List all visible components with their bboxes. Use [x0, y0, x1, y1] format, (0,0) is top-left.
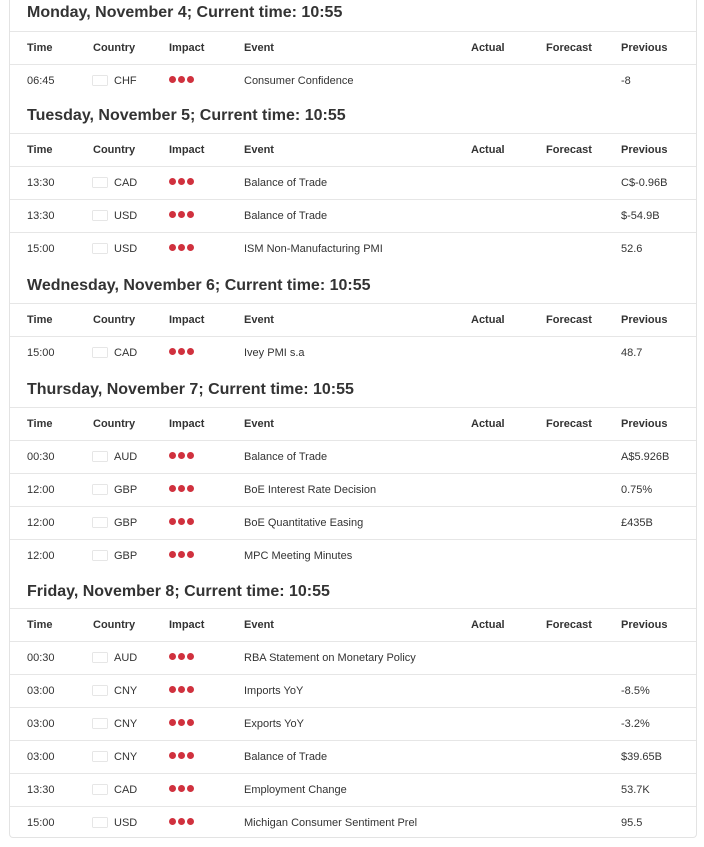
- impact-indicator: [169, 167, 196, 199]
- ca-flag-icon: [93, 785, 107, 794]
- column-header-actual[interactable]: Actual: [471, 144, 505, 156]
- day-title: Tuesday, November 5; Current time: 10:55: [27, 107, 346, 124]
- impact-dots: [169, 473, 196, 505]
- impact-dot-icon: [187, 686, 194, 693]
- impact-dot-icon: [187, 211, 194, 218]
- impact-dot-icon: [187, 76, 194, 83]
- event-time: 06:45: [27, 75, 55, 87]
- event-country: [93, 167, 137, 199]
- gb-flag-icon: [93, 485, 107, 494]
- event-previous: -8: [621, 75, 631, 87]
- impact-dots: [169, 674, 196, 706]
- impact-dot-icon: [178, 452, 185, 459]
- impact-dots: [169, 199, 196, 231]
- event-name[interactable]: Exports YoY: [244, 718, 304, 730]
- country-code: CNY: [114, 685, 138, 698]
- event-previous: 0.75%: [621, 484, 653, 496]
- impact-dot-icon: [169, 752, 176, 759]
- column-header-previous[interactable]: Previous: [621, 42, 668, 54]
- impact-dots: [169, 166, 196, 198]
- impact-dots: [169, 506, 196, 538]
- impact-dot-icon: [178, 818, 185, 825]
- au-flag-icon: [93, 653, 107, 662]
- event-previous: -3.2%: [621, 718, 650, 730]
- impact-dot-icon: [169, 76, 176, 83]
- day-title: Monday, November 4; Current time: 10:55: [27, 4, 343, 21]
- column-header-time[interactable]: Time: [27, 314, 53, 326]
- impact-dot-icon: [178, 76, 185, 83]
- impact-dots: [169, 539, 196, 571]
- impact-dot-icon: [178, 785, 185, 792]
- event-name[interactable]: Ivey PMI s.a: [244, 347, 305, 359]
- impact-dot-icon: [169, 211, 176, 218]
- impact-dot-icon: [187, 348, 194, 355]
- impact-dot-icon: [178, 686, 185, 693]
- cn-flag-icon: [93, 686, 107, 695]
- impact-indicator: [169, 507, 196, 539]
- column-header-event[interactable]: Event: [244, 42, 274, 54]
- table-row[interactable]: [10, 740, 696, 773]
- column-header-actual[interactable]: Actual: [471, 314, 505, 326]
- impact-dot-icon: [178, 178, 185, 185]
- cn-flag-icon: [93, 752, 107, 761]
- impact-dots: [169, 707, 196, 739]
- impact-dot-icon: [187, 244, 194, 251]
- impact-dot-icon: [187, 452, 194, 459]
- column-header-previous[interactable]: Previous: [621, 144, 668, 156]
- impact-indicator: [169, 675, 196, 707]
- country-code: CAD: [114, 177, 138, 190]
- country-code: USD: [114, 210, 138, 223]
- impact-dot-icon: [187, 752, 194, 759]
- impact-dots: [169, 740, 196, 772]
- column-header-impact[interactable]: Impact: [169, 42, 205, 54]
- column-header-impact[interactable]: Impact: [169, 314, 205, 326]
- impact-dots: [169, 440, 196, 472]
- event-country: [93, 675, 137, 707]
- us-flag-icon: [93, 211, 107, 220]
- table-header-row: [10, 407, 696, 440]
- impact-dot-icon: [169, 719, 176, 726]
- impact-dot-icon: [178, 653, 185, 660]
- event-name[interactable]: BoE Interest Rate Decision: [244, 484, 377, 496]
- table-header-row: [10, 303, 696, 336]
- table-row[interactable]: [10, 707, 696, 740]
- impact-dot-icon: [169, 178, 176, 185]
- event-name[interactable]: RBA Statement on Monetary Policy: [244, 652, 416, 664]
- impact-indicator: [169, 474, 196, 506]
- event-time: 03:00: [27, 685, 55, 697]
- country-code: CAD: [114, 347, 138, 360]
- event-name[interactable]: BoE Quantitative Easing: [244, 517, 364, 529]
- impact-indicator: [169, 642, 196, 674]
- day-title: Thursday, November 7; Current time: 10:55: [27, 381, 354, 398]
- impact-dot-icon: [178, 244, 185, 251]
- impact-dots: [169, 773, 196, 805]
- impact-dot-icon: [178, 752, 185, 759]
- event-name[interactable]: Balance of Trade: [244, 751, 328, 763]
- event-country: [93, 708, 137, 740]
- impact-dot-icon: [187, 518, 194, 525]
- column-header-time[interactable]: Time: [27, 144, 53, 156]
- column-header-country[interactable]: Country: [93, 418, 136, 430]
- event-time: 13:30: [27, 177, 55, 189]
- impact-dot-icon: [169, 653, 176, 660]
- country-code: GBP: [114, 484, 138, 497]
- column-header-actual[interactable]: Actual: [471, 619, 505, 631]
- event-country: [93, 741, 137, 773]
- event-name[interactable]: Imports YoY: [244, 685, 304, 697]
- table-row[interactable]: [10, 232, 696, 265]
- column-header-previous[interactable]: Previous: [621, 314, 668, 326]
- impact-dot-icon: [169, 452, 176, 459]
- table-row[interactable]: [10, 641, 696, 674]
- impact-indicator: [169, 441, 196, 473]
- column-header-previous[interactable]: Previous: [621, 418, 668, 430]
- column-header-event[interactable]: Event: [244, 418, 274, 430]
- impact-dots: [169, 64, 196, 96]
- impact-dot-icon: [169, 244, 176, 251]
- impact-dot-icon: [187, 818, 194, 825]
- impact-dot-icon: [169, 348, 176, 355]
- table-row[interactable]: [10, 806, 696, 839]
- day-title: Wednesday, November 6; Current time: 10:55: [27, 277, 371, 294]
- event-time: 13:30: [27, 784, 55, 796]
- event-country: [93, 200, 137, 232]
- impact-indicator: [169, 708, 196, 740]
- impact-dots: [169, 641, 196, 673]
- impact-dot-icon: [169, 551, 176, 558]
- country-code: GBP: [114, 550, 138, 563]
- impact-dot-icon: [169, 485, 176, 492]
- table-row[interactable]: [10, 166, 696, 199]
- column-header-country[interactable]: Country: [93, 42, 136, 54]
- impact-dot-icon: [187, 785, 194, 792]
- event-time: 15:00: [27, 817, 55, 829]
- event-country: [93, 337, 137, 369]
- table-row[interactable]: [10, 473, 696, 506]
- event-time: 03:00: [27, 751, 55, 763]
- ch-flag-icon: [93, 76, 107, 85]
- impact-dot-icon: [169, 686, 176, 693]
- table-header-row: [10, 31, 696, 64]
- impact-indicator: [169, 233, 196, 265]
- column-header-impact[interactable]: Impact: [169, 144, 205, 156]
- country-code: AUD: [114, 451, 138, 464]
- table-header-row: [10, 133, 696, 166]
- impact-dot-icon: [187, 653, 194, 660]
- event-name[interactable]: ISM Non-Manufacturing PMI: [244, 243, 383, 255]
- impact-dot-icon: [169, 785, 176, 792]
- ca-flag-icon: [93, 178, 107, 187]
- gb-flag-icon: [93, 518, 107, 527]
- event-country: [93, 233, 137, 265]
- impact-dots: [169, 336, 196, 368]
- table-row[interactable]: [10, 539, 696, 572]
- us-flag-icon: [93, 244, 107, 253]
- impact-indicator: [169, 540, 196, 572]
- event-name[interactable]: Balance of Trade: [244, 210, 328, 222]
- column-header-country[interactable]: Country: [93, 144, 136, 156]
- column-header-country[interactable]: Country: [93, 314, 136, 326]
- impact-dot-icon: [187, 178, 194, 185]
- event-country: [93, 540, 137, 572]
- event-time: 12:00: [27, 517, 55, 529]
- impact-dot-icon: [169, 518, 176, 525]
- impact-dot-icon: [178, 518, 185, 525]
- event-time: 12:00: [27, 550, 55, 562]
- event-country: [93, 507, 137, 539]
- impact-dot-icon: [178, 551, 185, 558]
- event-previous: $-54.9B: [621, 210, 660, 222]
- event-name[interactable]: Consumer Confidence: [244, 75, 354, 87]
- table-row[interactable]: [10, 440, 696, 473]
- event-previous: 52.6: [621, 243, 643, 255]
- table-row[interactable]: [10, 674, 696, 707]
- column-header-previous[interactable]: Previous: [621, 619, 668, 631]
- country-code: USD: [114, 817, 138, 830]
- column-header-time[interactable]: Time: [27, 418, 53, 430]
- impact-dot-icon: [187, 719, 194, 726]
- event-previous: 48.7: [621, 347, 643, 359]
- gb-flag-icon: [93, 551, 107, 560]
- impact-indicator: [169, 200, 196, 232]
- country-code: CNY: [114, 718, 138, 731]
- table-row[interactable]: [10, 199, 696, 232]
- table-header-row: [10, 608, 696, 641]
- event-name[interactable]: Employment Change: [244, 784, 347, 796]
- column-header-event[interactable]: Event: [244, 619, 274, 631]
- column-header-impact[interactable]: Impact: [169, 619, 205, 631]
- event-time: 15:00: [27, 347, 55, 359]
- ca-flag-icon: [93, 348, 107, 357]
- impact-dot-icon: [187, 551, 194, 558]
- table-row[interactable]: [10, 336, 696, 369]
- country-code: CAD: [114, 784, 138, 797]
- column-header-time[interactable]: Time: [27, 619, 53, 631]
- event-country: [93, 774, 137, 806]
- event-name[interactable]: Balance of Trade: [244, 451, 328, 463]
- event-country: [93, 642, 137, 674]
- event-time: 13:30: [27, 210, 55, 222]
- column-header-forecast[interactable]: Forecast: [546, 314, 592, 326]
- event-time: 00:30: [27, 451, 55, 463]
- event-previous: $39.65B: [621, 751, 662, 763]
- table-row[interactable]: [10, 773, 696, 806]
- event-name[interactable]: Michigan Consumer Sentiment Prel: [244, 817, 418, 829]
- country-code: GBP: [114, 517, 138, 530]
- event-time: 00:30: [27, 652, 55, 664]
- impact-indicator: [169, 807, 196, 839]
- column-header-actual[interactable]: Actual: [471, 42, 505, 54]
- impact-dot-icon: [178, 719, 185, 726]
- event-name[interactable]: MPC Meeting Minutes: [244, 550, 353, 562]
- impact-dot-icon: [178, 485, 185, 492]
- column-header-forecast[interactable]: Forecast: [546, 42, 592, 54]
- event-country: [93, 807, 137, 839]
- country-code: CHF: [114, 75, 137, 88]
- impact-dot-icon: [178, 211, 185, 218]
- cn-flag-icon: [93, 719, 107, 728]
- country-code: CNY: [114, 751, 138, 764]
- au-flag-icon: [93, 452, 107, 461]
- impact-dot-icon: [178, 348, 185, 355]
- us-flag-icon: [93, 818, 107, 827]
- table-row[interactable]: [10, 64, 696, 97]
- impact-indicator: [169, 774, 196, 806]
- day-title: Friday, November 8; Current time: 10:55: [27, 583, 330, 600]
- event-previous: 53.7K: [621, 784, 650, 796]
- impact-indicator: [169, 65, 196, 97]
- column-header-forecast[interactable]: Forecast: [546, 418, 592, 430]
- impact-dot-icon: [187, 485, 194, 492]
- impact-dots: [169, 806, 196, 838]
- event-name[interactable]: Balance of Trade: [244, 177, 328, 189]
- country-code: AUD: [114, 652, 138, 665]
- event-previous: £435B: [621, 517, 653, 529]
- event-time: 15:00: [27, 243, 55, 255]
- country-code: USD: [114, 243, 138, 256]
- column-header-country[interactable]: Country: [93, 619, 136, 631]
- column-header-forecast[interactable]: Forecast: [546, 144, 592, 156]
- column-header-impact[interactable]: Impact: [169, 418, 205, 430]
- impact-dot-icon: [169, 818, 176, 825]
- column-header-forecast[interactable]: Forecast: [546, 619, 592, 631]
- column-header-actual[interactable]: Actual: [471, 418, 505, 430]
- event-previous: 95.5: [621, 817, 643, 829]
- impact-indicator: [169, 337, 196, 369]
- impact-dots: [169, 232, 196, 264]
- impact-indicator: [169, 741, 196, 773]
- event-time: 03:00: [27, 718, 55, 730]
- column-header-event[interactable]: Event: [244, 144, 274, 156]
- event-country: [93, 474, 137, 506]
- column-header-event[interactable]: Event: [244, 314, 274, 326]
- event-country: [93, 65, 137, 97]
- event-previous: C$-0.96B: [621, 177, 668, 189]
- event-time: 12:00: [27, 484, 55, 496]
- table-row[interactable]: [10, 506, 696, 539]
- event-previous: -8.5%: [621, 685, 650, 697]
- column-header-time[interactable]: Time: [27, 42, 53, 54]
- event-previous: A$5.926B: [621, 451, 670, 463]
- economic-calendar: [9, 0, 697, 838]
- event-country: [93, 441, 137, 473]
